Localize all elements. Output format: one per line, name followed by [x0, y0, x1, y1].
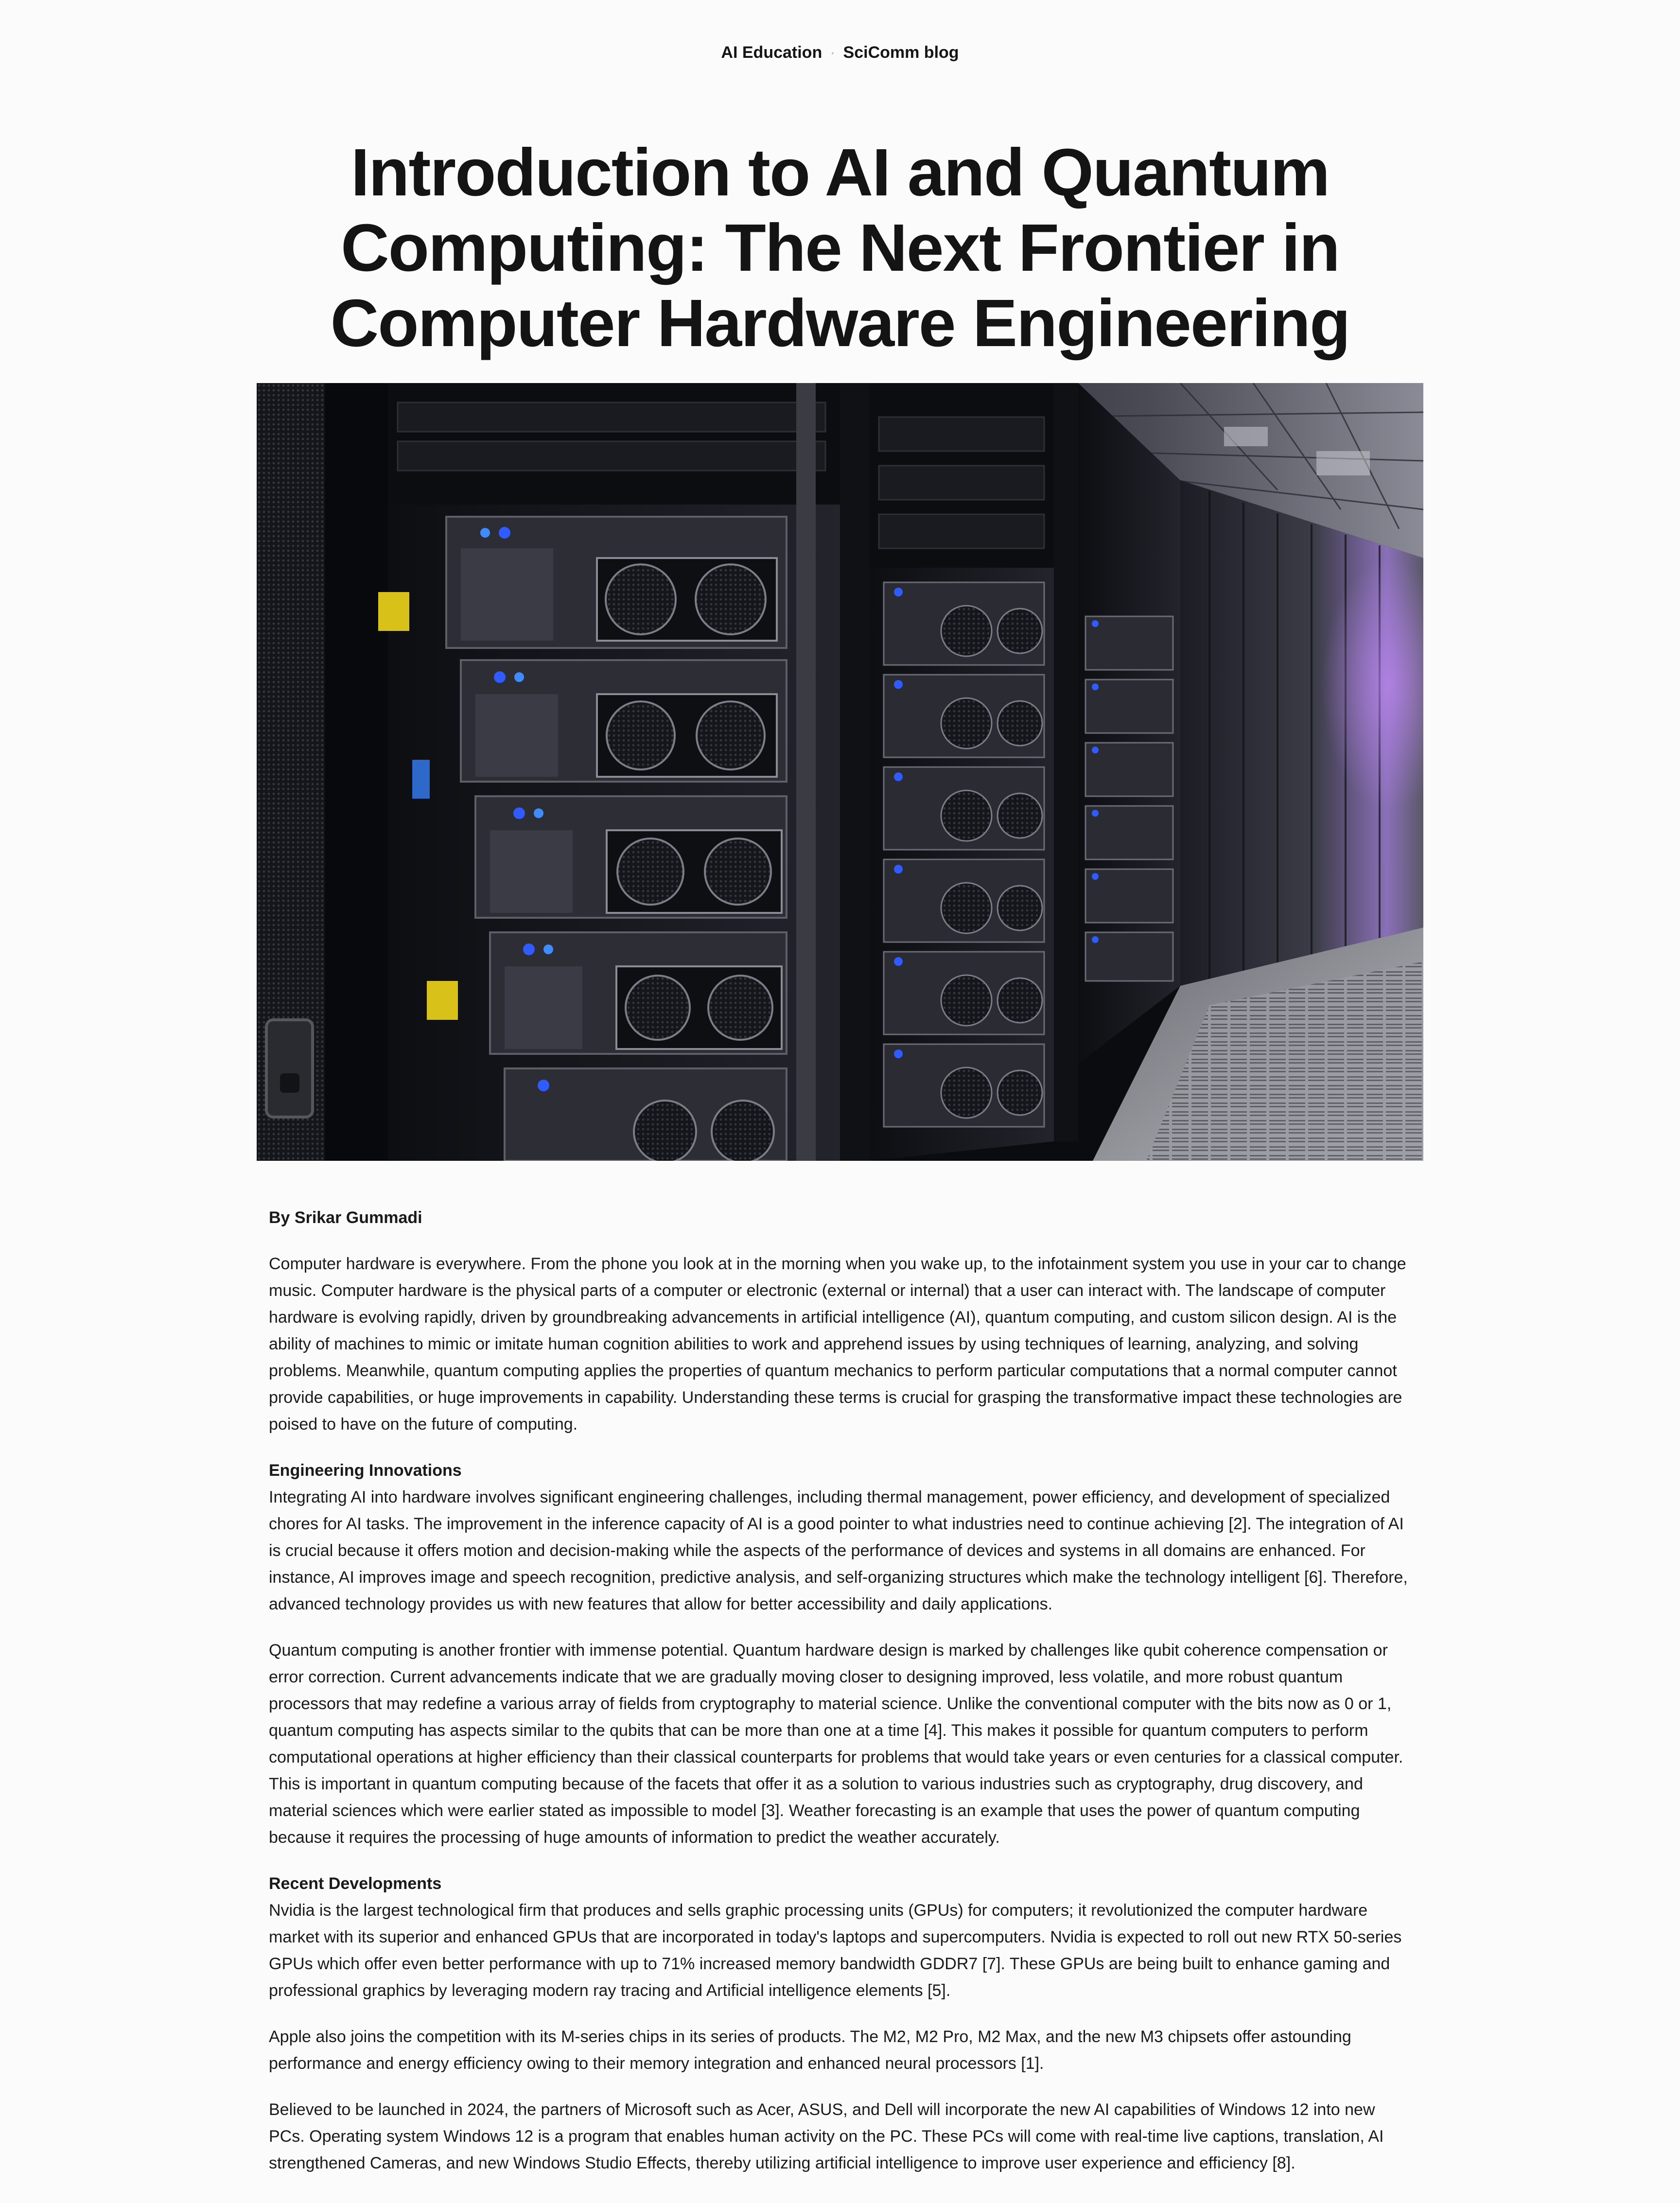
breadcrumb-separator: · [830, 43, 836, 62]
server-room-illustration [257, 383, 1423, 1161]
breadcrumb-blog-link[interactable]: SciComm blog [843, 43, 959, 62]
page-title: Introduction to AI and Quantum Computing: The Next Frontier in Computer Hardware Engineering [330, 135, 1350, 361]
recent-paragraph-2: Apple also joins the competition with its M-series chips in its series of products. The M2, M2 Pro, M2 Max, and the new M3 chipsets offer astounding performance and energy efficiency owing to their memory integration and enhanced neural processors [1]. [269, 2028, 1351, 2073]
intro-paragraph: Computer hardware is everywhere. From the phone you look at in the morning when you wake up, to the infotainment system you use in your car to change music. Computer hardware is the physical parts of a computer or electronic (external or internal) that a user can interact with. The landscape of computer hardware is evolving rapidly, driven by groundbreaking advancements in artificial intelligence (AI), quantum computing, and custom silicon design. AI is the ability of machines to mimic or imitate human cognition abilities to work and apprehend issues by using techniques of learning, analyzing, and solving problems. Meanwhile, quantum computing applies the properties of quantum mechanics to perform particular computations that a normal computer cannot provide capabilities, or huge improvements in capability. Understanding these terms is crucial for grasping the transformative impact these technologies are poised to have on the future of computing. [269, 1255, 1406, 1434]
breadcrumb-category-link[interactable]: AI Education [721, 43, 822, 62]
section-heading-recent: Recent Developments [269, 1874, 442, 1893]
engineering-paragraph-1: Integrating AI into hardware involves significant engineering challenges, including thermal management, power efficiency, and development of specialized chores for AI tasks. The improvement in the inference capacity of AI is a good pointer to what industries need to continue achieving [2]. The integration of AI is crucial because it offers motion and decision-making while the aspects of the performance of devices and systems in all domains are enhanced. For instance, AI improves image and speech recognition, predictive analysis, and self-organizing structures which make the technology intelligent [6]. Therefore, advanced technology provides us with new features that allow for better accessibility and daily applications. [269, 1488, 1408, 1613]
recent-paragraph-1: Nvidia is the largest technological firm that produces and sells graphic processing units (GPUs) for computers; it revolutionized the computer hardware market with its superior and enhanced GPUs that are incorporated in today's laptops and supercomputers. Nvidia is expected to roll out new RTX 50-series GPUs which offer even better performance with up to 71% increased memory bandwidth GDDR7 [7]. These GPUs are being built to enhance gaming and professional graphics by leveraging modern ray tracing and Artificial intelligence elements [5]. [269, 1901, 1402, 2000]
breadcrumb [0, 41, 1680, 64]
section-recent [269, 1871, 1411, 2004]
article-body [269, 1205, 1411, 2196]
recent-paragraph-3: Believed to be launched in 2024, the partners of Microsoft such as Acer, ASUS, and Dell will incorporate the new AI capabilities of Windows 12 into new PCs. Operating system Windows 12 is a program that enables human activity on the PC. These PCs will come with real-time live captions, translation, AI strengthened Cameras, and new Windows Studio Effects, thereby utilizing artificial intelligence to improve user experience and efficiency [8]. [269, 2100, 1384, 2172]
section-heading-engineering: Engineering Innovations [269, 1461, 462, 1480]
engineering-paragraph-2: Quantum computing is another frontier with immense potential. Quantum hardware design is marked by challenges like qubit coherence compensation or error correction. Current advancements indicate that we are gradually moving closer to designing improved, less volatile, and more robust quantum processors that may redefine a various array of fields from cryptography to material science. Unlike the conventional computer with the bits now as 0 or 1, quantum computing has aspects similar to the qubits that can be more than one at a time [4]. This makes it possible for quantum computers to perform computational operations at higher efficiency than their classical counterparts for problems that would take years or even centuries for a classical computer. This is important in quantum computing because of the facets that offer it as a solution to various industries such as cryptography, drug discovery, and material sciences which were earlier stated as impossible to model [3]. Weather forecasting is an example that uses the power of quantum computing because it requires the processing of huge amounts of information to predict the weather accurately. [269, 1641, 1403, 1847]
hero-image [257, 383, 1423, 1161]
section-engineering [269, 1457, 1411, 1618]
byline: By Srikar Gummadi [269, 1208, 422, 1227]
